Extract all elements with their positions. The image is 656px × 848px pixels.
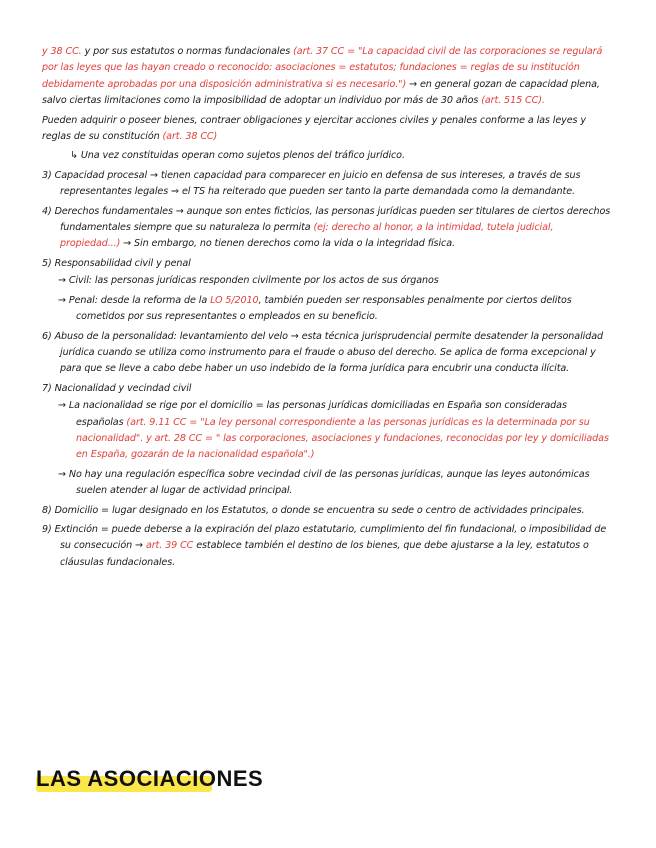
item-responsibility-penal xyxy=(42,293,616,326)
text-span: establece también el destino de los bienes, que debe ajustarse a la ley, estatutos o cláusulas fundacionales. xyxy=(60,540,589,568)
text-span: y por sus estatutos o normas fundacionales xyxy=(81,46,294,57)
legal-reference: (ej: derecho al honor, a la intimidad, tutela judicial, propiedad...) xyxy=(60,222,554,250)
text-span: → La nacionalidad se rige por el domicilio = las personas jurídicas domiciliadas en España son consideradas españolas xyxy=(58,400,567,428)
legal-reference: art. 39 CC xyxy=(145,540,194,552)
legal-reference: y 38 CC. xyxy=(42,46,82,57)
legal-reference: LO 5/2010 xyxy=(210,294,259,306)
text-span: 4) Derechos fundamentales → aunque son entes ficticios, las personas jurídicas pueden ser titulares de ciertos derechos fundamentales siempre que su naturaleza lo permita xyxy=(42,205,611,234)
item-procedural-capacity: 3) Capacidad procesal → tienen capacidad para comparecer en juicio en defensa de sus intereses, a través de sus representantes legales ⇒ el TS ha reiterado que pueden ser tanto la parte demandada como la demandante. xyxy=(42,169,581,198)
notes-page xyxy=(42,44,616,574)
item-nationality-title: 7) Nacionalidad y vecindad civil xyxy=(42,382,192,394)
legal-reference: (art. 38 CC) xyxy=(162,131,218,143)
section-heading xyxy=(36,766,263,792)
item-responsibility-civil: → Civil: las personas jurídicas responden civilmente por los actos de sus órganos xyxy=(58,275,439,287)
paragraph-subjects: ↳ Una vez constituidas operan como sujetos plenos del tráfico jurídico. xyxy=(70,150,405,162)
text-span: Pueden adquirir o poseer bienes, contraer obligaciones y ejercitar acciones civiles y penales conforme a las leyes y reglas de su constitución xyxy=(42,114,586,143)
item-nationality-domicile xyxy=(42,398,616,464)
paragraph-capacity xyxy=(42,44,616,110)
text-span: 9) Extinción = puede deberse a la expiración del plazo estatutario, cumplimiento del fin fundacional, o imposibilidad de su consecución → xyxy=(42,523,607,552)
item-extinction xyxy=(42,522,616,571)
paragraph-assets xyxy=(42,113,616,146)
legal-reference: (art. 37 CC = "La capacidad civil de las corporaciones se regulará por las leyes que las hayan creado o reconocido: asociaciones = estatutos; fundaciones = reglas de su institución debidamente aprobadas por una disposición administrativa si es necesario.") xyxy=(42,46,603,90)
legal-reference: (art. 515 CC). xyxy=(481,95,545,107)
text-span: , también pueden ser responsables penalmente por ciertos delitos cometidos por sus representantes o empleados en su beneficio. xyxy=(76,294,572,323)
heading-text: LAS ASOCIACIONES xyxy=(36,766,264,791)
item-domicile: 8) Domicilio = lugar designado en los Estatutos, o donde se encuentra su sede o centro de actividades principales. xyxy=(42,504,585,516)
item-responsibility-title: 5) Responsabilidad civil y penal xyxy=(42,257,191,269)
text-span: → Penal: desde la reforma de la xyxy=(58,294,211,306)
item-abuse-personality: 6) Abuso de la personalidad: levantamiento del velo → esta técnica jurisprudencial permite desatender la personalidad jurídica cuando se utiliza como instrumento para el fraude o abuso del derecho. Se aplica de forma excepcional y para que se lleve a cabo debe haber un uso indebido de la forma jurídica para encubrir una conducta ilícita. xyxy=(42,330,603,375)
legal-reference: (art. 9.11 CC = "La ley personal correspondiente a las personas jurídicas es la determinada por su nacionalidad". y art. 28 CC = " las corporaciones, asociaciones y fundaciones, reconocidas por ley y domiciliadas en España, gozarán de la nacionalidad española".) xyxy=(76,416,609,461)
text-span: → en general gozan de capacidad plena, salvo ciertas limitaciones como la imposibilidad de adoptar un individuo por más de 30 años xyxy=(42,78,600,107)
item-fundamental-rights xyxy=(42,204,616,253)
item-nationality-vecindad: → No hay una regulación específica sobre vecindad civil de las personas jurídicas, aunque las leyes autonómicas suelen atender al lugar de actividad principal. xyxy=(58,468,590,497)
text-span: → Sin embargo, no tienen derechos como la vida o la integridad física. xyxy=(120,238,455,250)
